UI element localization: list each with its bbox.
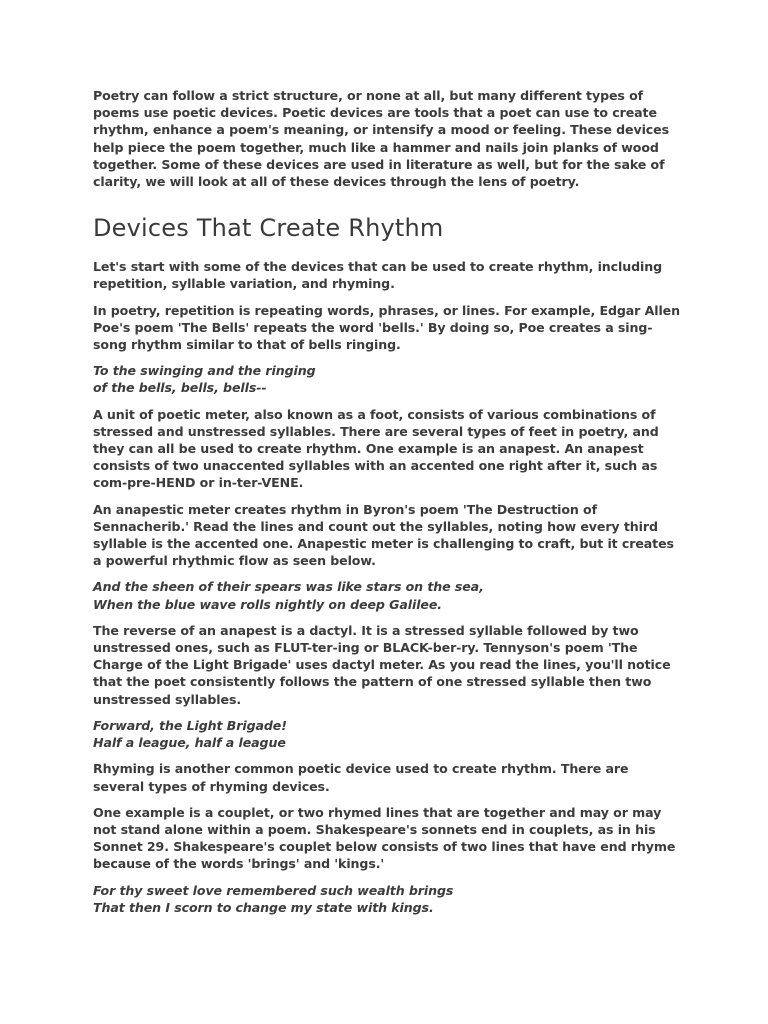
paragraph-couplet: One example is a couplet, or two rhymed lines that are together and may or may not stand alone within a poem. Shakespeare's sonnets end in couplets, as in his Sonnet 29. Shakespeare's couplet below consists of two lines that have end rhyme because of the words 'brings' and 'kings.' xyxy=(93,804,676,872)
quote-line: To the swinging and the ringing xyxy=(93,363,316,379)
paragraph-dactyl: The reverse of an anapest is a dactyl. It is a stressed syllable followed by two unstressed ones, such as FLUT-ter-ing or BLACK-ber-ry. Tennyson's poem 'The Charge of the Light Brigade' uses dactyl meter. As you read the lines, you'll notice that the poet consistently follows the pattern of one stressed syllable then two unstressed syllables. xyxy=(93,622,671,707)
quote-sonnet-29 xyxy=(93,882,683,916)
paragraph-repetition: In poetry, repetition is repeating words, phrases, or lines. For example, Edgar Allen Poe's poem 'The Bells' repeats the word 'bells.' By doing so, Poe creates a sing-song rhythm similar to that of bells ringing. xyxy=(93,302,680,353)
quote-the-bells xyxy=(93,362,683,396)
quote-line: of the bells, bells, bells-- xyxy=(93,380,267,396)
paragraph-anapestic-meter: An anapestic meter creates rhythm in Byron's poem 'The Destruction of Sennacherib.' Read the lines and count out the syllables, noting how every third syllable is the accented one. Anapestic meter is challenging to craft, but it creates a powerful rhythmic flow as seen below. xyxy=(93,501,674,569)
quote-line: When the blue wave rolls nightly on deep Galilee. xyxy=(93,596,442,612)
paragraph-rhyming: Rhyming is another common poetic device used to create rhythm. There are several types of rhyming devices. xyxy=(93,761,629,794)
quote-line: Forward, the Light Brigade! xyxy=(93,717,287,733)
intro-paragraph: Poetry can follow a strict structure, or none at all, but many different types of poems use poetic devices. Poetic devices are tools that a poet can use to create rhythm, enhance a poem's meaning, or intensify a mood or feeling. These devices help piece the poem together, much like a hammer and nails join planks of wood together. Some of these devices are used in literature as well, but for the sake of clarity, we will look at all of these devices through the lens of poetry. xyxy=(93,88,669,190)
quote-sennacherib xyxy=(93,578,683,612)
quote-light-brigade xyxy=(93,717,683,751)
paragraph-rhythm-intro: Let's start with some of the devices that can be used to create rhythm, including repetition, syllable variation, and rhyming. xyxy=(93,259,663,292)
quote-line: That then I scorn to change my state with kings. xyxy=(93,899,434,915)
quote-line: Half a league, half a league xyxy=(93,735,286,751)
paragraph-anapest: A unit of poetic meter, also known as a foot, consists of various combinations of stressed and unstressed syllables. There are several types of feet in poetry, and they can all be used to create rhythm. One example is an anapest. An anapest consists of two unaccented syllables with an accented one right after it, such as com-pre-HEND or in-ter-VENE. xyxy=(93,406,659,491)
quote-line: For thy sweet love remembered such wealth brings xyxy=(93,882,454,898)
document-body xyxy=(93,87,683,925)
section-heading: Devices That Create Rhythm xyxy=(93,214,444,243)
quote-line: And the sheen of their spears was like stars on the sea, xyxy=(93,579,484,595)
